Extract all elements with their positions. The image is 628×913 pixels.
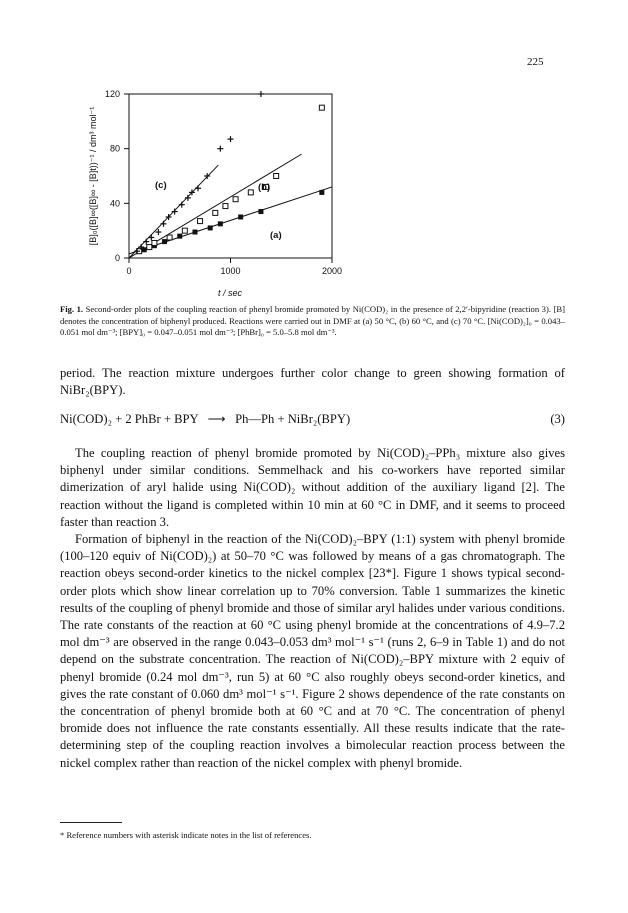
y-tick-label: 40: [109, 198, 120, 209]
data-point-b: [152, 240, 157, 245]
y-tick-label: 0: [114, 253, 120, 263]
data-point-a: [192, 230, 197, 235]
figure-1: [0, 0, 628, 310]
data-point-b: [274, 174, 279, 179]
data-point-b: [213, 210, 218, 215]
y-axis-label: [B]₀([B]∞([B]∞ - [B]t))⁻¹ / dm³ mol⁻¹: [88, 106, 98, 246]
data-point-c: [179, 202, 185, 208]
caption-text: Second-order plots of the coupling reaction of phenyl bromide promoted by Ni(COD)₂ in the presence of 2,2′-bipyridine (reaction 3). [B] denotes the concentration of biphenyl produced. Reactions were carried out in DMF at (a) 50 °C, (b) 60 °C, and (c) 70 °C. [Ni(COD)₂]₀ = 0.043–0.051 mol dm⁻³; [BPY]₀ = 0.047–0.051 mol dm⁻³; [PhBr]₀ = 5.0–5.8 mol dm⁻³.: [60, 304, 565, 337]
data-point-c: [161, 221, 167, 227]
data-point-a: [218, 221, 223, 226]
data-point-c: [228, 136, 234, 142]
data-point-a: [258, 209, 263, 214]
y-tick-label: 80: [109, 143, 120, 154]
data-point-c: [148, 235, 154, 241]
data-point-b: [319, 105, 324, 110]
data-point-c: [185, 195, 191, 201]
axis-ticks: [105, 89, 342, 276]
caption-label: Fig. 1.: [60, 304, 84, 314]
second-order-plot: [0, 0, 628, 310]
curve-label-a: (a): [270, 230, 282, 241]
data-point-c: [258, 91, 264, 97]
data-point-b: [182, 228, 187, 233]
curve-label-b: (b): [258, 182, 271, 193]
x-axis-label: t / sec: [217, 288, 243, 298]
equation-number: (3): [550, 412, 565, 426]
footnote: * Reference numbers with asterisk indicate notes in the list of references.: [60, 830, 312, 840]
data-point-b: [233, 197, 238, 202]
fit-lines: [129, 154, 332, 258]
equation-content: [60, 410, 350, 428]
equation-reactants: Ni(COD)₂ + 2 PhBr + BPY: [60, 412, 199, 426]
data-point-c: [172, 209, 178, 215]
paragraph-1: The coupling reaction of phenyl bromide promoted by Ni(COD)₂–PPh₃ mixture also gives biphenyl under similar conditions. Semmelhack and his co-workers have reported similar dimerization of aryl halide using Ni(COD)₂ without addition of the auxiliary ligand [2]. The reaction without the ligand is completed within 10 min at 60 °C in DMF, and it seems to proceed faster than reaction 3.: [60, 446, 565, 529]
data-point-c: [143, 239, 149, 245]
data-point-c: [195, 185, 201, 191]
data-point-a: [162, 239, 167, 244]
x-tick-label: 2000: [321, 266, 343, 276]
data-point-a: [142, 247, 147, 252]
y-tick-label: 120: [104, 89, 120, 99]
equation-products: Ph—Ph + NiBr₂(BPY): [235, 412, 351, 426]
curve-label-c: (c): [155, 180, 167, 191]
page-number: 225: [527, 56, 544, 68]
data-point-c: [217, 146, 223, 152]
data-point-b: [198, 219, 203, 224]
data-point-a: [238, 215, 243, 220]
data-point-b: [248, 190, 253, 195]
data-point-b: [223, 204, 228, 209]
footnote-rule: [60, 822, 122, 823]
data-point-a: [208, 225, 213, 230]
data-point-a: [177, 234, 182, 239]
data-point-b: [147, 245, 152, 250]
data-point-a: [319, 190, 324, 195]
paragraph-continued: period. The reaction mixture undergoes further color change to green showing formation of NiBr₂(BPY).: [60, 366, 565, 398]
figure-caption: [60, 304, 565, 339]
paragraph-2: Formation of biphenyl in the reaction of the Ni(COD)₂–BPY (1:1) system with phenyl bromide (100–120 equiv of Ni(COD)₂) at 50–70 °C was followed by means of a gas chromatograph. The reaction obeys second-order kinetics to the nickel complex [23*]. Figure 1 shows typical second-order plots which show linear correlation up to 70% conversion. Table 1 summarizes the kinetic results of the coupling of phenyl bromide and those of similar aryl halides under various conditions. The rate constants of the reaction at 60 °C using phenyl bromide at the concentrations of 4.9–7.2 mol dm⁻³ are observed in the range 0.043–0.053 dm³ mol⁻¹ s⁻¹ (runs 2, 6–9 in Table 1) and do not depend on the substrate concentration. The reaction of Ni(COD)₂–BPY mixture with 2 equiv of phenyl bromide (0.24 mol dm⁻³, run 5) at 60 °C also roughly obeys second-order kinetics, and gives the rate constant of 0.060 dm³ mol⁻¹ s⁻¹. Figure 2 shows dependence of the rate constants on the concentration of phenyl bromide both at 60 °C and at 70 °C. The concentration of phenyl bromide does not influence the rate constants essentially. All these results indicate that the rate-determining step of the coupling reaction involves a bimolecular reaction process between the nickel complex rather than reaction of the nickel complex with phenyl bromide.: [60, 532, 565, 770]
plot-frame: [129, 94, 332, 258]
data-points: [134, 91, 324, 254]
x-tick-label: 0: [126, 266, 132, 276]
equation-arrow: ⟶: [207, 412, 226, 426]
data-point-b: [167, 235, 172, 240]
x-tick-label: 1000: [220, 266, 241, 276]
